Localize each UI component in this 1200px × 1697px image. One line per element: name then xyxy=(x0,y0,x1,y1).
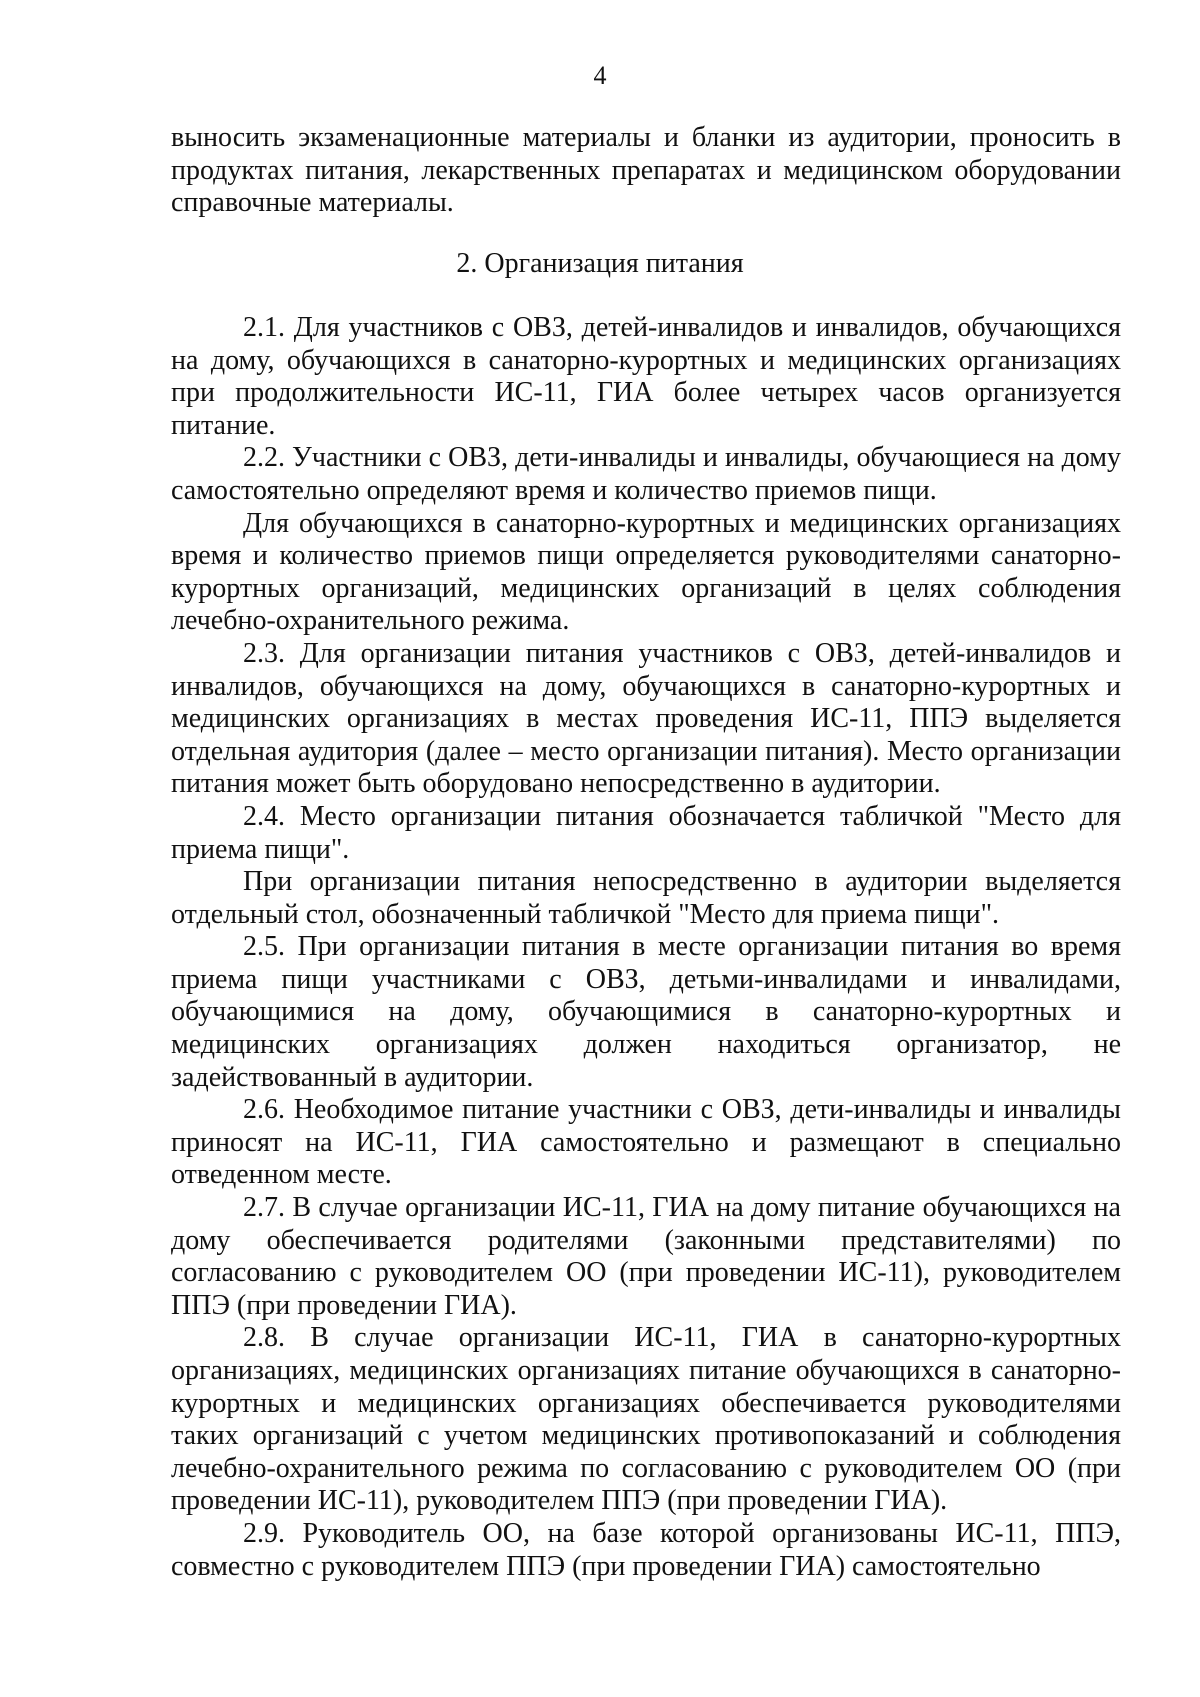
page-number: 4 xyxy=(593,61,607,90)
paragraph-2-4-cont: При организации питания непосредственно в аудитории выделяется отдельный стол, обозначенный табличкой "Место для приема пищи". xyxy=(171,866,1121,930)
paragraph-2-9: 2.9. Руководитель ОО, на базе которой организованы ИС-11, ППЭ, совместно с руководителем ППЭ (при проведении ГИА) самостоятельно xyxy=(171,1517,1121,1582)
paragraph-2-4: 2.4. Место организации питания обозначается табличкой "Место для приема пищи". xyxy=(171,800,1121,865)
intro-paragraph: выносить экзаменационные материалы и бланки из аудитории, проносить в продуктах питания, лекарственных препаратах и медицинском оборудовании справочные материалы. xyxy=(171,122,1121,219)
paragraph-2-2: 2.2. Участники с ОВЗ, дети-инвалиды и инвалиды, обучающиеся на дому самостоятельно определяют время и количество приемов пищи. xyxy=(171,442,1121,506)
paragraph-2-8: 2.8. В случае организации ИС-11, ГИА в санаторно-курортных организациях, медицинских организациях питание обучающихся в санаторно-курортных и медицинских организациях обеспечивается руководителями таких организаций с учетом медицинских противопоказаний и соблюдения лечебно-охранительного режима по согласованию с руководителем ОО (при проведении ИС-11), руководителем ППЭ (при проведении ГИА). xyxy=(171,1322,1121,1517)
section-body xyxy=(171,312,1121,1583)
paragraph-2-1: 2.1. Для участников с ОВЗ, детей-инвалидов и инвалидов, обучающихся на дому, обучающихся в санаторно-курортных и медицинских организациях при продолжительности ИС-11, ГИА более четырех часов организуется питание. xyxy=(171,312,1121,441)
paragraph-2-3: 2.3. Для организации питания участников с ОВЗ, детей-инвалидов и инвалидов, обучающихся на дому, обучающихся в санаторно-курортных и медицинских организациях в местах проведения ИС-11, ППЭ выделяется отдельная аудитория (далее – место организации питания). Место организации питания может быть оборудовано непосредственно в аудитории. xyxy=(171,637,1121,800)
paragraph-2-5: 2.5. При организации питания в месте организации питания во время приема пищи участниками с ОВЗ, детьми-инвалидами и инвалидами, обучающимися на дому, обучающимися в санаторно-курортных и медицинских организациях должен находиться организатор, не задействованный в аудитории. xyxy=(171,931,1121,1093)
paragraph-2-7: 2.7. В случае организации ИС-11, ГИА на дому питание обучающихся на дому обеспечивается родителями (законными представителями) по согласованию с руководителем ОО (при проведении ИС-11), руководителем ППЭ (при проведении ГИА). xyxy=(171,1192,1121,1321)
paragraph-2-2-cont: Для обучающихся в санаторно-курортных и медицинских организациях время и количество приемов пищи определяется руководителями санаторно-курортных организаций, медицинских организаций в целях соблюдения лечебно-охранительного режима. xyxy=(171,507,1121,637)
paragraph-2-6: 2.6. Необходимое питание участники с ОВЗ, дети-инвалиды и инвалиды приносят на ИС-11, ГИА самостоятельно и размещают в специально отведенном месте. xyxy=(171,1094,1121,1191)
section-heading: 2. Организация питания xyxy=(456,248,744,279)
intro-paragraph-block xyxy=(171,122,1121,220)
